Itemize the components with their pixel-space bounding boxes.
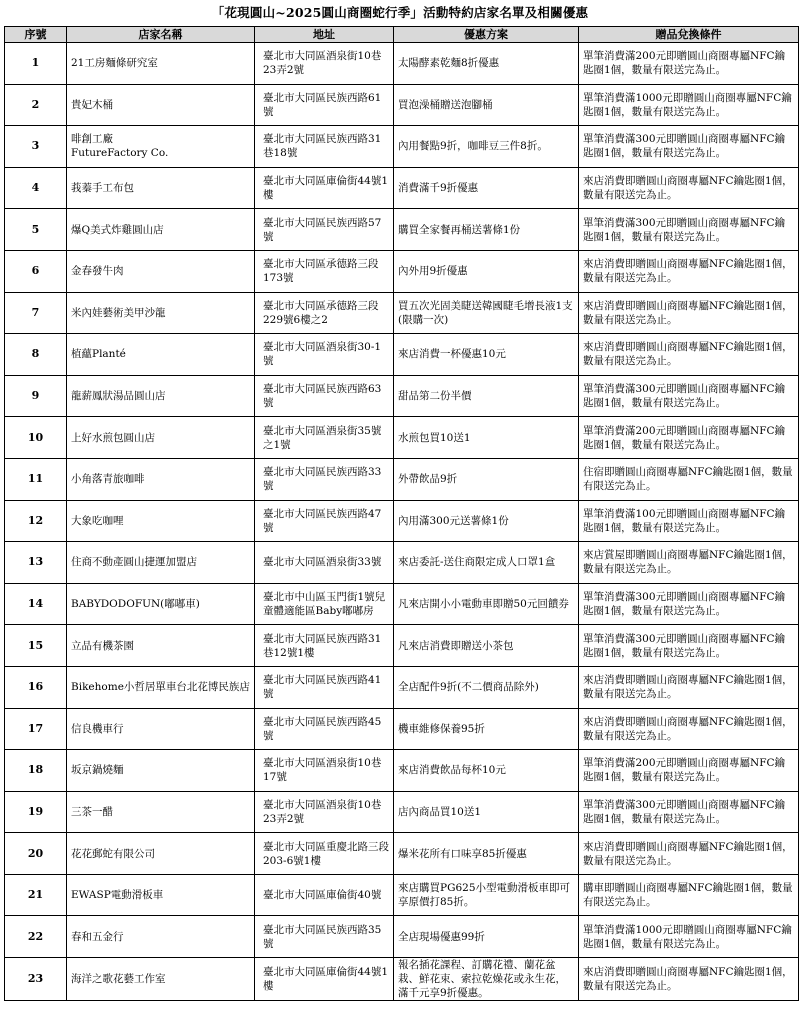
table-row (5, 375, 799, 417)
store-table (4, 26, 799, 1001)
store-address: 臺北市大同區庫倫街40號 (255, 874, 394, 916)
store-address: 臺北市大同區民族西路45號 (255, 708, 394, 750)
store-name: 米內娃藝術美甲沙龍 (67, 292, 255, 334)
table-row (5, 666, 799, 708)
store-offer: 爆米花所有口味享85折優惠 (394, 833, 579, 875)
table-row (5, 708, 799, 750)
table-row (5, 292, 799, 334)
gift-condition: 單筆消費滿200元即贈圓山商圈專屬NFC鑰匙圈1個，數量有限送完為止。 (579, 43, 799, 85)
store-name: 春和五金行 (67, 916, 255, 958)
gift-condition: 單筆消費滿300元即贈圓山商圈專屬NFC鑰匙圈1個，數量有限送完為止。 (579, 209, 799, 251)
store-offer: 來店消費一杯優惠10元 (394, 334, 579, 376)
row-number: 19 (5, 791, 67, 833)
table-row (5, 750, 799, 792)
store-offer: 凡來店開小小電動車即贈50元回饋券 (394, 583, 579, 625)
store-name: EWASP電動滑板車 (67, 874, 255, 916)
row-number: 8 (5, 334, 67, 376)
store-offer: 機車維修保養95折 (394, 708, 579, 750)
store-address: 臺北市大同區庫倫街44號1樓 (255, 958, 394, 1001)
store-address: 臺北市大同區酒泉街10巷23弄2號 (255, 43, 394, 85)
row-number: 16 (5, 666, 67, 708)
gift-condition: 來店賞屋即贈圓山商圈專屬NFC鑰匙圈1個，數量有限送完為止。 (579, 542, 799, 584)
table-row (5, 958, 799, 1001)
row-number: 10 (5, 417, 67, 459)
store-name: 莪蓁手工布包 (67, 167, 255, 209)
row-number: 12 (5, 500, 67, 542)
row-number: 23 (5, 958, 67, 1001)
row-number: 9 (5, 375, 67, 417)
gift-condition: 來店消費即贈圓山商圈專屬NFC鑰匙圈1個，數量有限送完為止。 (579, 334, 799, 376)
store-offer: 內用滿300元送薯條1份 (394, 500, 579, 542)
row-number: 17 (5, 708, 67, 750)
row-number: 2 (5, 84, 67, 126)
gift-condition: 單筆消費滿300元即贈圓山商圈專屬NFC鑰匙圈1個，數量有限送完為止。 (579, 126, 799, 168)
table-row (5, 791, 799, 833)
gift-condition: 來店消費即贈圓山商圈專屬NFC鑰匙圈1個，數量有限送完為止。 (579, 167, 799, 209)
store-address: 臺北市大同區民族西路61號 (255, 84, 394, 126)
store-name: 海洋之歌花藝工作室 (67, 958, 255, 1001)
store-address: 臺北市大同區民族西路47號 (255, 500, 394, 542)
table-row (5, 209, 799, 251)
store-address: 臺北市大同區庫倫街44號1樓 (255, 167, 394, 209)
row-number: 20 (5, 833, 67, 875)
store-name: 貴妃木桶 (67, 84, 255, 126)
store-name: 21工房麵條研究室 (67, 43, 255, 85)
store-address: 臺北市大同區酒泉街10巷23弄2號 (255, 791, 394, 833)
row-number: 21 (5, 874, 67, 916)
table-row (5, 43, 799, 85)
store-name: 龍薪鳳狀湯品圓山店 (67, 375, 255, 417)
gift-condition: 來店消費即贈圓山商圈專屬NFC鑰匙圈1個，數量有限送完為止。 (579, 708, 799, 750)
table-row (5, 625, 799, 667)
row-number: 22 (5, 916, 67, 958)
store-offer: 來店購買PG625小型電動滑板車即可享原價打85折。 (394, 874, 579, 916)
gift-condition: 單筆消費滿1000元即贈圓山商圈專屬NFC鑰匙圈1個，數量有限送完為止。 (579, 916, 799, 958)
column-header-name: 店家名稱 (67, 27, 255, 43)
store-name: 爆Q美式炸雞圓山店 (67, 209, 255, 251)
table-row (5, 583, 799, 625)
store-offer: 內外用9折優惠 (394, 250, 579, 292)
store-offer: 購買全家餐再桶送薯條1份 (394, 209, 579, 251)
table-row (5, 167, 799, 209)
store-offer: 內用餐點9折，咖啡豆三件8折。 (394, 126, 579, 168)
gift-condition: 來店消費即贈圓山商圈專屬NFC鑰匙圈1個，數量有限送完為止。 (579, 666, 799, 708)
table-row (5, 458, 799, 500)
gift-condition: 來店消費即贈圓山商圈專屬NFC鑰匙圈1個，數量有限送完為止。 (579, 250, 799, 292)
store-offer: 消費滿千9折優惠 (394, 167, 579, 209)
gift-condition: 來店消費即贈圓山商圈專屬NFC鑰匙圈1個，數量有限送完為止。 (579, 292, 799, 334)
document-title: 「花現圓山~2025圓山商圈蛇行季」活動特約店家名單及相關優惠 (211, 5, 589, 20)
row-number: 7 (5, 292, 67, 334)
row-number: 13 (5, 542, 67, 584)
table-row (5, 833, 799, 875)
store-address: 臺北市大同區酒泉街10巷17號 (255, 750, 394, 792)
store-name: 坂京鍋燒麵 (67, 750, 255, 792)
table-row (5, 417, 799, 459)
row-number: 14 (5, 583, 67, 625)
gift-condition: 單筆消費滿300元即贈圓山商圈專屬NFC鑰匙圈1個，數量有限送完為止。 (579, 375, 799, 417)
gift-condition: 單筆消費滿200元即贈圓山商圈專屬NFC鑰匙圈1個，數量有限送完為止。 (579, 750, 799, 792)
table-row (5, 126, 799, 168)
table-row (5, 500, 799, 542)
table-row (5, 916, 799, 958)
table-row (5, 250, 799, 292)
row-number: 6 (5, 250, 67, 292)
store-offer: 太陽酵素乾麵8折優惠 (394, 43, 579, 85)
store-name: 立品有機茶園 (67, 625, 255, 667)
row-number: 11 (5, 458, 67, 500)
header-row (5, 27, 799, 43)
row-number: 3 (5, 126, 67, 168)
store-address: 臺北市大同區酒泉街33號 (255, 542, 394, 584)
store-name: Bikehome小哲居單車台北花博民族店 (67, 666, 255, 708)
row-number: 5 (5, 209, 67, 251)
store-address: 臺北市大同區民族西路35號 (255, 916, 394, 958)
store-offer: 外帶飲品9折 (394, 458, 579, 500)
gift-condition: 購車即贈圓山商圈專屬NFC鑰匙圈1個，數量有限送完為止。 (579, 874, 799, 916)
table-body (5, 43, 799, 1001)
store-offer: 買五次光固美睫送韓國睫毛增長液1支(限購一次) (394, 292, 579, 334)
store-address: 臺北市大同區酒泉街30-1號 (255, 334, 394, 376)
store-name: 三茶一醋 (67, 791, 255, 833)
store-offer: 買泡澡桶贈送泡腳桶 (394, 84, 579, 126)
store-name: 上好水煎包圓山店 (67, 417, 255, 459)
gift-condition: 單筆消費滿100元即贈圓山商圈專屬NFC鑰匙圈1個，數量有限送完為止。 (579, 500, 799, 542)
column-header-no: 序號 (5, 27, 67, 43)
column-header-address: 地址 (255, 27, 394, 43)
table-row (5, 84, 799, 126)
store-address: 臺北市大同區民族西路31巷18號 (255, 126, 394, 168)
gift-condition: 來店消費即贈圓山商圈專屬NFC鑰匙圈1個，數量有限送完為止。 (579, 833, 799, 875)
store-offer: 全店現場優惠99折 (394, 916, 579, 958)
store-name: 花花郵蛇有限公司 (67, 833, 255, 875)
row-number: 15 (5, 625, 67, 667)
table-row (5, 334, 799, 376)
store-name: 金春發牛肉 (67, 250, 255, 292)
table-header (5, 27, 799, 43)
store-name: 信良機車行 (67, 708, 255, 750)
store-address: 臺北市大同區民族西路63號 (255, 375, 394, 417)
table-row (5, 542, 799, 584)
store-offer: 來店委託-送住商限定成人口罩1盒 (394, 542, 579, 584)
store-address: 臺北市大同區酒泉街35號之1號 (255, 417, 394, 459)
store-address: 臺北市大同區民族西路33號 (255, 458, 394, 500)
gift-condition: 單筆消費滿1000元即贈圓山商圈專屬NFC鑰匙圈1個，數量有限送完為止。 (579, 84, 799, 126)
store-offer: 凡來店消費即贈送小茶包 (394, 625, 579, 667)
store-offer: 店內商品買10送1 (394, 791, 579, 833)
store-offer: 全店配件9折(不二價商品除外) (394, 666, 579, 708)
gift-condition: 住宿即贈圓山商圈專屬NFC鑰匙圈1個，數量有限送完為止。 (579, 458, 799, 500)
store-address: 臺北市大同區承德路三段229號6樓之2 (255, 292, 394, 334)
store-name: 啡創工廠 FutureFactory Co. (67, 126, 255, 168)
store-name: 大象吃咖哩 (67, 500, 255, 542)
store-address: 臺北市中山區玉門街1號兒童體適能區Baby嘟嘟房 (255, 583, 394, 625)
gift-condition: 單筆消費滿300元即贈圓山商圈專屬NFC鑰匙圈1個，數量有限送完為止。 (579, 583, 799, 625)
store-address: 臺北市大同區重慶北路三段203-6號1樓 (255, 833, 394, 875)
store-name: BABYDODOFUN(嘟嘟車) (67, 583, 255, 625)
store-name: 植蘊Planté (67, 334, 255, 376)
gift-condition: 單筆消費滿300元即贈圓山商圈專屬NFC鑰匙圈1個，數量有限送完為止。 (579, 791, 799, 833)
column-header-offer: 優惠方案 (394, 27, 579, 43)
store-address: 臺北市大同區民族西路57號 (255, 209, 394, 251)
store-name: 小角落青旅咖啡 (67, 458, 255, 500)
store-address: 臺北市大同區民族西路41號 (255, 666, 394, 708)
row-number: 18 (5, 750, 67, 792)
gift-condition: 來店消費即贈圓山商圈專屬NFC鑰匙圈1個，數量有限送完為止。 (579, 958, 799, 1001)
row-number: 1 (5, 43, 67, 85)
store-address: 臺北市大同區民族西路31巷12號1樓 (255, 625, 394, 667)
column-header-gift: 贈品兌換條件 (579, 27, 799, 43)
store-name: 住商不動產圓山捷運加盟店 (67, 542, 255, 584)
store-address: 臺北市大同區承德路三段173號 (255, 250, 394, 292)
gift-condition: 單筆消費滿200元即贈圓山商圈專屬NFC鑰匙圈1個，數量有限送完為止。 (579, 417, 799, 459)
store-offer: 報名插花課程、訂購花禮、蘭花盆栽、鮮花束、索拉乾燥花或永生花，滿千元享9折優惠。 (394, 958, 579, 1001)
table-row (5, 874, 799, 916)
store-offer: 來店消費飲品每杯10元 (394, 750, 579, 792)
store-offer: 水煎包買10送1 (394, 417, 579, 459)
gift-condition: 單筆消費滿300元即贈圓山商圈專屬NFC鑰匙圈1個，數量有限送完為止。 (579, 625, 799, 667)
row-number: 4 (5, 167, 67, 209)
store-offer: 甜品第二份半價 (394, 375, 579, 417)
